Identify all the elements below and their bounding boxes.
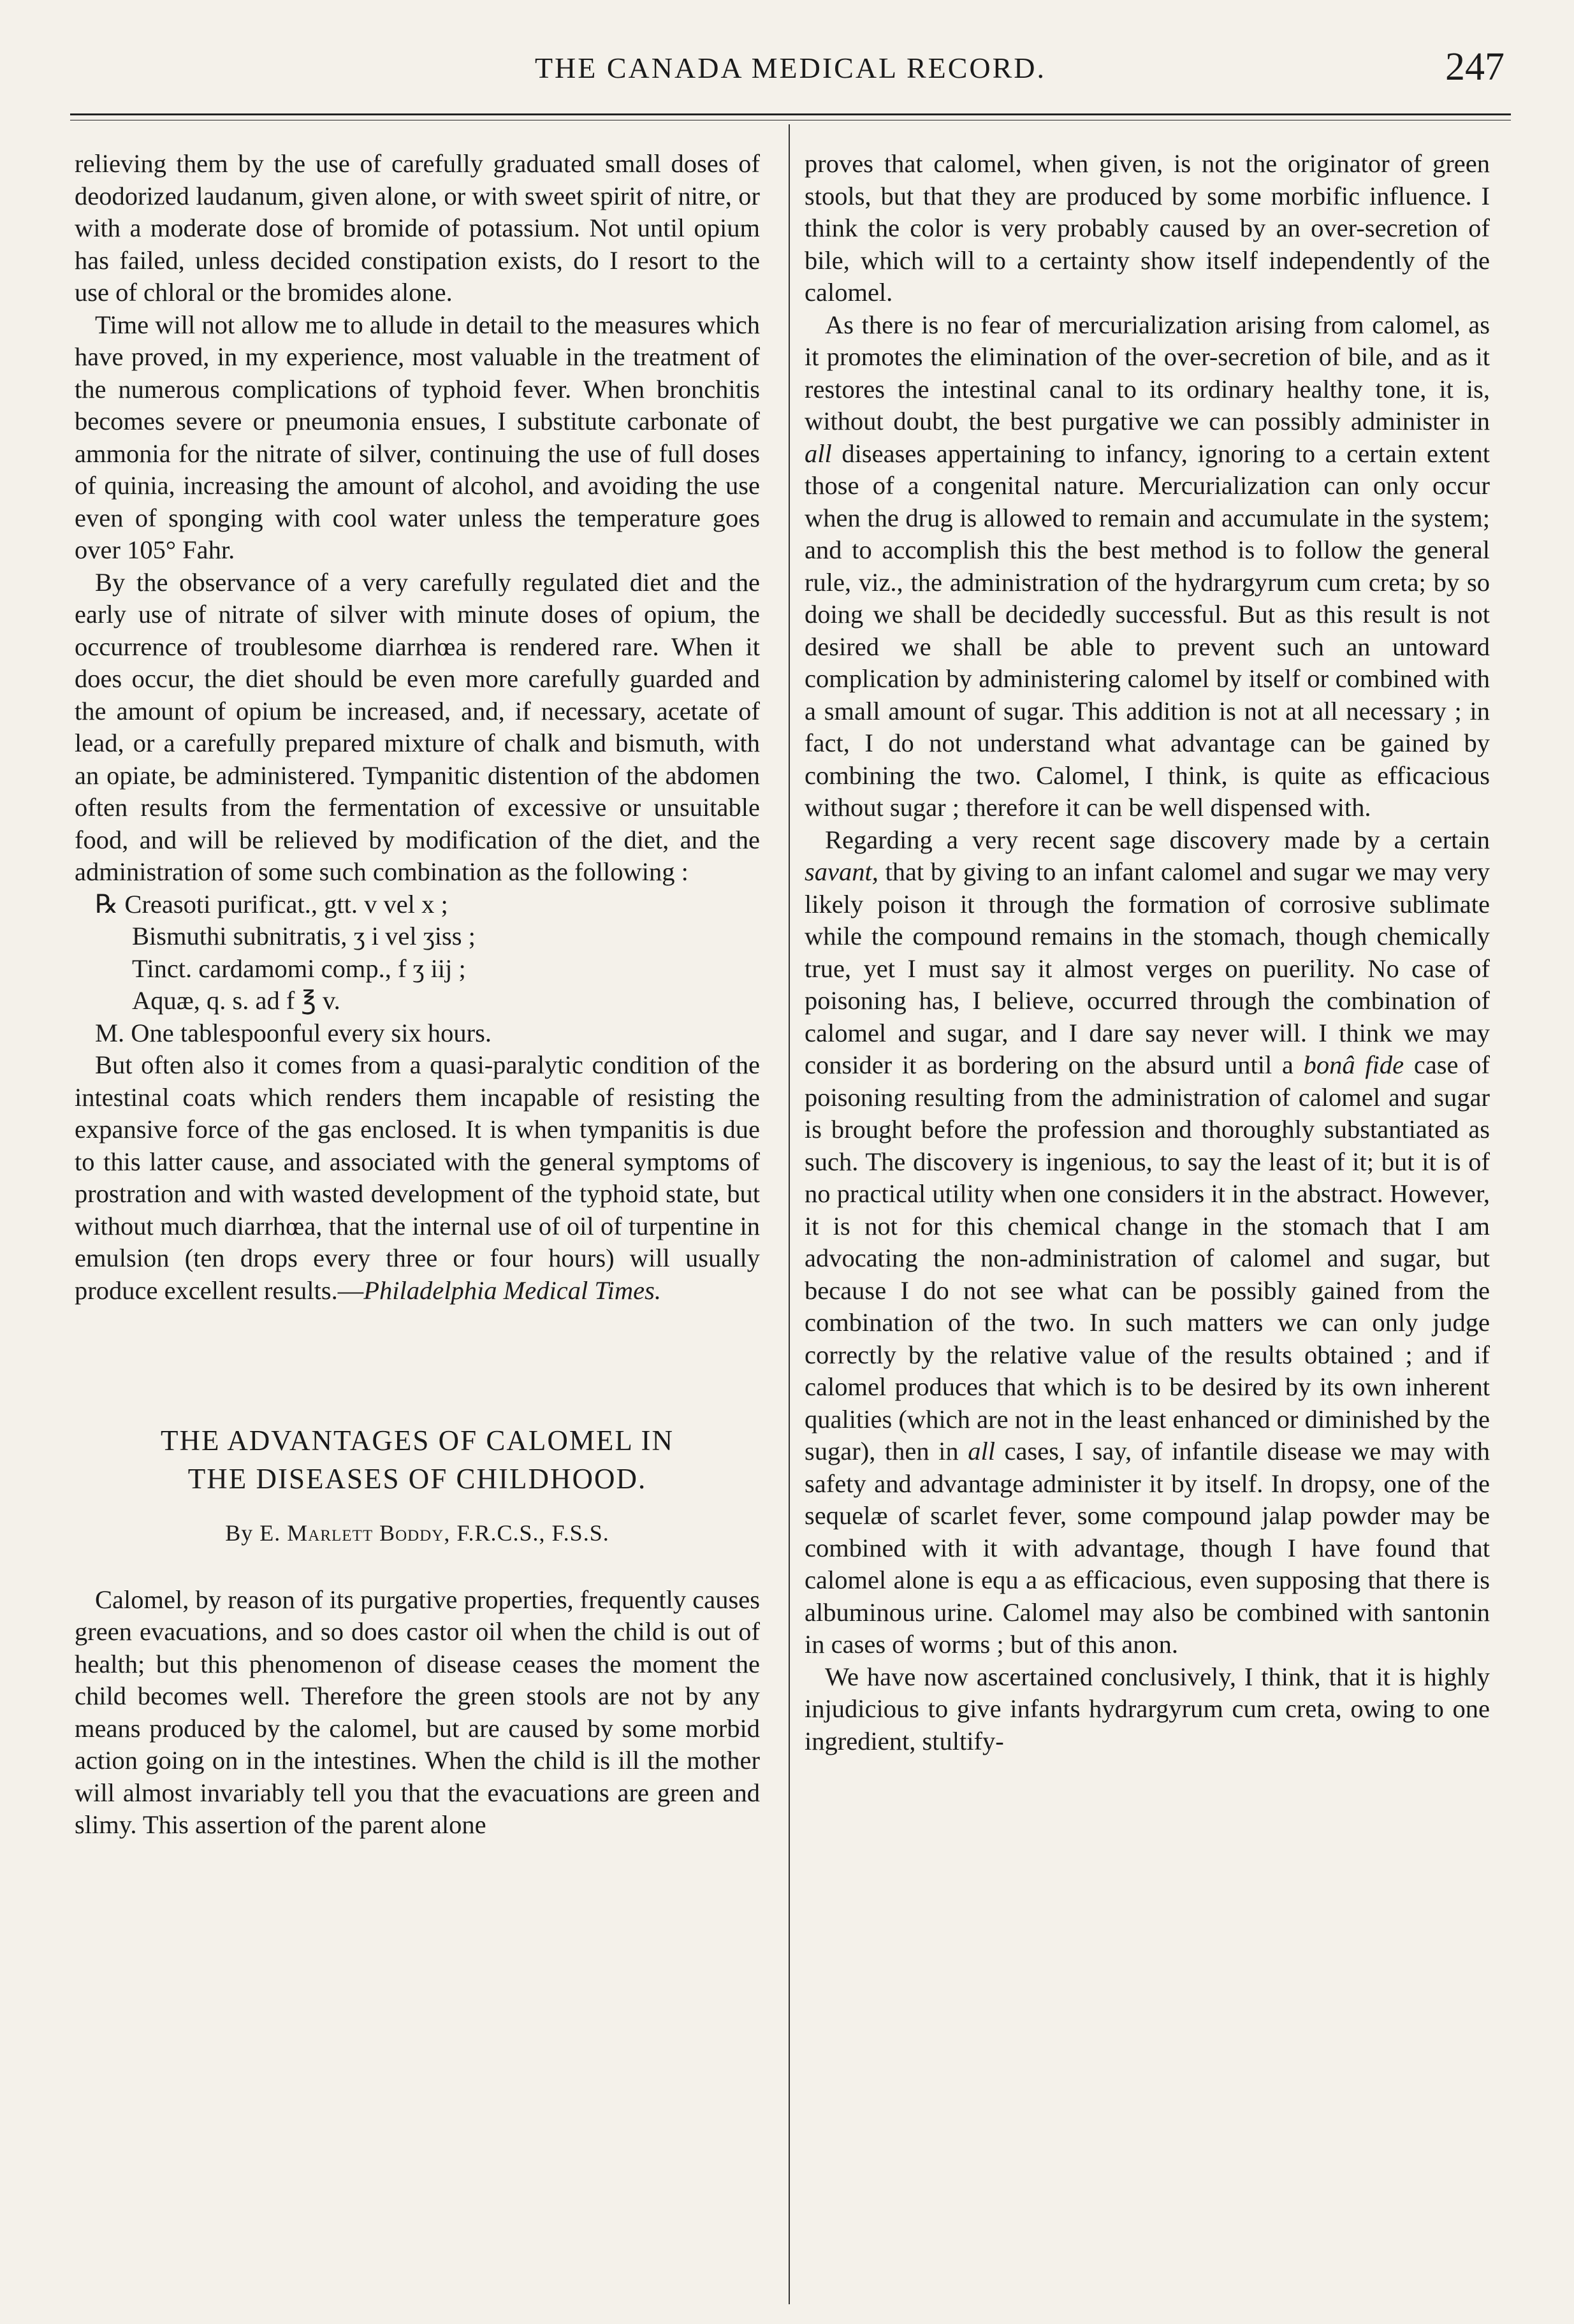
prescription-line: Bismuthi subnitratis, ʒ i vel ʒiss ;	[132, 922, 476, 950]
prescription	[75, 889, 760, 1050]
paragraph	[75, 1049, 760, 1307]
text-run: cases, I say, of infantile disease we may with safety and advantage administer it by itself. In dropsy, one of the sequelæ of scarlet fever, some compound jalap powder may be combined with it with advantage, though I have found that calomel alone is equ a as efficacious, even supposing that there is albuminous urine. Calomel may also be combined with santonin in cases of worms ; but of this anon.	[805, 1437, 1490, 1659]
paragraph: By the observance of a very carefully regulated diet and the early use of nitrate of silver with minute doses of opium, the occurrence of troublesome diarrhœa is rendered rare. When it does occur, the diet should be even more carefully guarded and the amount of opium be increased, and, if necessary, acetate of lead, or a carefully prepared mixture of chalk and bismuth, with an opiate, be administered. Tympanitic distention of the abdomen often results from the fermentation of excessive or unsuitable food, and will be relieved by modification of the diet, and the administration of some such combination as the following :	[75, 567, 760, 886]
prescription-line: M. One tablespoonful every six hours.	[95, 1018, 492, 1047]
prescription-line: Tinct. cardamomi comp., f ʒ iij ;	[132, 954, 466, 983]
author-name: Marlett Boddy,	[287, 1520, 451, 1546]
article-title-line: THE ADVANTAGES OF CALOMEL IN	[161, 1425, 674, 1456]
text-run: case of poisoning resulting from the administration of calomel and sugar is brought before the profession and thoroughly substantiated as such. The discovery is ingenious, to say the least of it; but it is of no practical utility when one considers it in the abstract. However, it is not for this chemical change in the stomach that I am advocating the non-administration of calomel and sugar, but because I do not see what can be possibly gained from the combination of the two. In such matters we can only judge correctly by the relative value of the results obtained ; and if calomel produces that which is to be desired by its own inherent qualities (which are not in the least enhanced or diminished by the sugar), then in	[805, 1050, 1490, 1465]
header-rule	[70, 113, 1511, 115]
page-header	[70, 45, 1511, 102]
paragraph: relieving them by the use of carefully graduated small doses of deodorized laudanum, given alone, or with sweet spirit of nitre, or with a moderate dose of bromide of potassium. Not until opium has failed, unless decided constipation exists, do I resort to the use of chloral or the bromides alone.	[75, 149, 760, 307]
emphasis: savant,	[805, 857, 878, 886]
paragraph: proves that calomel, when given, is not the originator of green stools, but that they are produced by some morbific influence. I think the color is very probably caused by an over-secretion of bile, which will to a certainty show itself independently of the calomel.	[805, 149, 1490, 307]
emphasis: all	[805, 439, 832, 468]
author-credentials: F.R.C.S., F.S.S.	[456, 1520, 609, 1546]
text-run: diseases appertaining to infancy, ignoring to a certain extent those of a congenital nature. Mercurialization can only occur when the drug is allowed to remain and accumulate in the system; and to accomplish this the best method is to follow the general rule, viz., the administration of the hydrargyrum cum creta; by so doing we shall be decidedly successful. But as this result is not desired we shall be able to prevent such an untoward complication by administering calomel by itself or combined with a small amount of sugar. This addition is not at all necessary ; in fact, I do not understand what advantage can be gained by combining the two. Calomel, I think, is quite as efficacious without sugar ; therefore it can be well dispensed with.	[805, 439, 1490, 822]
paragraph: Calomel, by reason of its purgative properties, frequently causes green evacuations, and so does castor oil when the child is out of health; but this phenomenon of disease ceases the moment the child becomes well. Therefore the green stools are not by any means produced by the calomel, but are caused by some morbid action going on in the intestines. When the child is ill the mother will almost invariably tell you that the evacuations are green and slimy. This assertion of the parent alone	[75, 1585, 760, 1839]
text-run: that by giving to an infant calomel and sugar we may very likely poison it through the formation of corrosive sublimate while the compound remains in the stomach, though chemically true, yet I must say it almost verges on puerility. No case of poisoning has, I believe, occurred through the combination of calomel and sugar, and I dare say never will. I think we may consider it as bordering on the absurd until a	[805, 857, 1490, 1079]
paragraph-text: But often also it comes from a quasi-paralytic condition of the intestinal coats which renders them incapable of resisting the expansive force of the gas enclosed. It is when tympanitis is due to this latter cause, and associated with the general symptoms of prostration and with wasted development of the typhoid state, but without much diarrhœa, that the internal use of oil of turpentine in emulsion (ten drops every three or four hours) will usually produce excellent results.—	[75, 1050, 760, 1305]
left-column	[75, 148, 760, 1841]
right-column	[805, 148, 1490, 1757]
article-title-line: THE DISEASES OF CHILDHOOD.	[187, 1463, 647, 1495]
byline	[75, 1517, 760, 1550]
paragraph	[805, 309, 1490, 824]
prescription-line: Aquæ, q. s. ad f ℥ v.	[132, 986, 340, 1015]
column-divider	[789, 124, 790, 2304]
emphasis: all	[968, 1437, 995, 1465]
text-run: As there is no fear of mercurialization arising from calomel, as it promotes the elimination of the over-secretion of bile, and as it restores the intestinal canal to its ordinary healthy tone, it is, without doubt, the best purgative we can possibly administer in	[805, 310, 1490, 435]
text-run: Regarding a very recent sage discovery made by a certain	[825, 825, 1490, 854]
page-number: 247	[1445, 45, 1505, 89]
running-title: THE CANADA MEDICAL RECORD.	[534, 52, 1047, 84]
emphasis: bonâ fide	[1303, 1050, 1404, 1079]
article-title	[75, 1421, 760, 1498]
prescription-line: ℞ Creasoti purificat., gtt. v vel x ;	[95, 889, 448, 919]
paragraph: Time will not allow me to allude in detail to the measures which have proved, in my experience, most valuable in the treatment of the numerous complications of typhoid fever. When bronchitis becomes severe or pneumonia ensues, I substitute carbonate of ammonia for the nitrate of silver, continuing the use of full doses of quinia, increasing the amount of alcohol, and avoiding the use even of sponging with cool water unless the temperature goes over 105° Fahr.	[75, 310, 760, 564]
paragraph: We have now ascertained conclusively, I think, that it is highly injudicious to give infants hydrargyrum cum creta, owing to one ingredient, stultify-	[805, 1662, 1490, 1755]
byline-by: By E.	[225, 1520, 281, 1546]
source-citation: Philadelphia Medical Times.	[363, 1275, 662, 1305]
paragraph	[805, 824, 1490, 1661]
